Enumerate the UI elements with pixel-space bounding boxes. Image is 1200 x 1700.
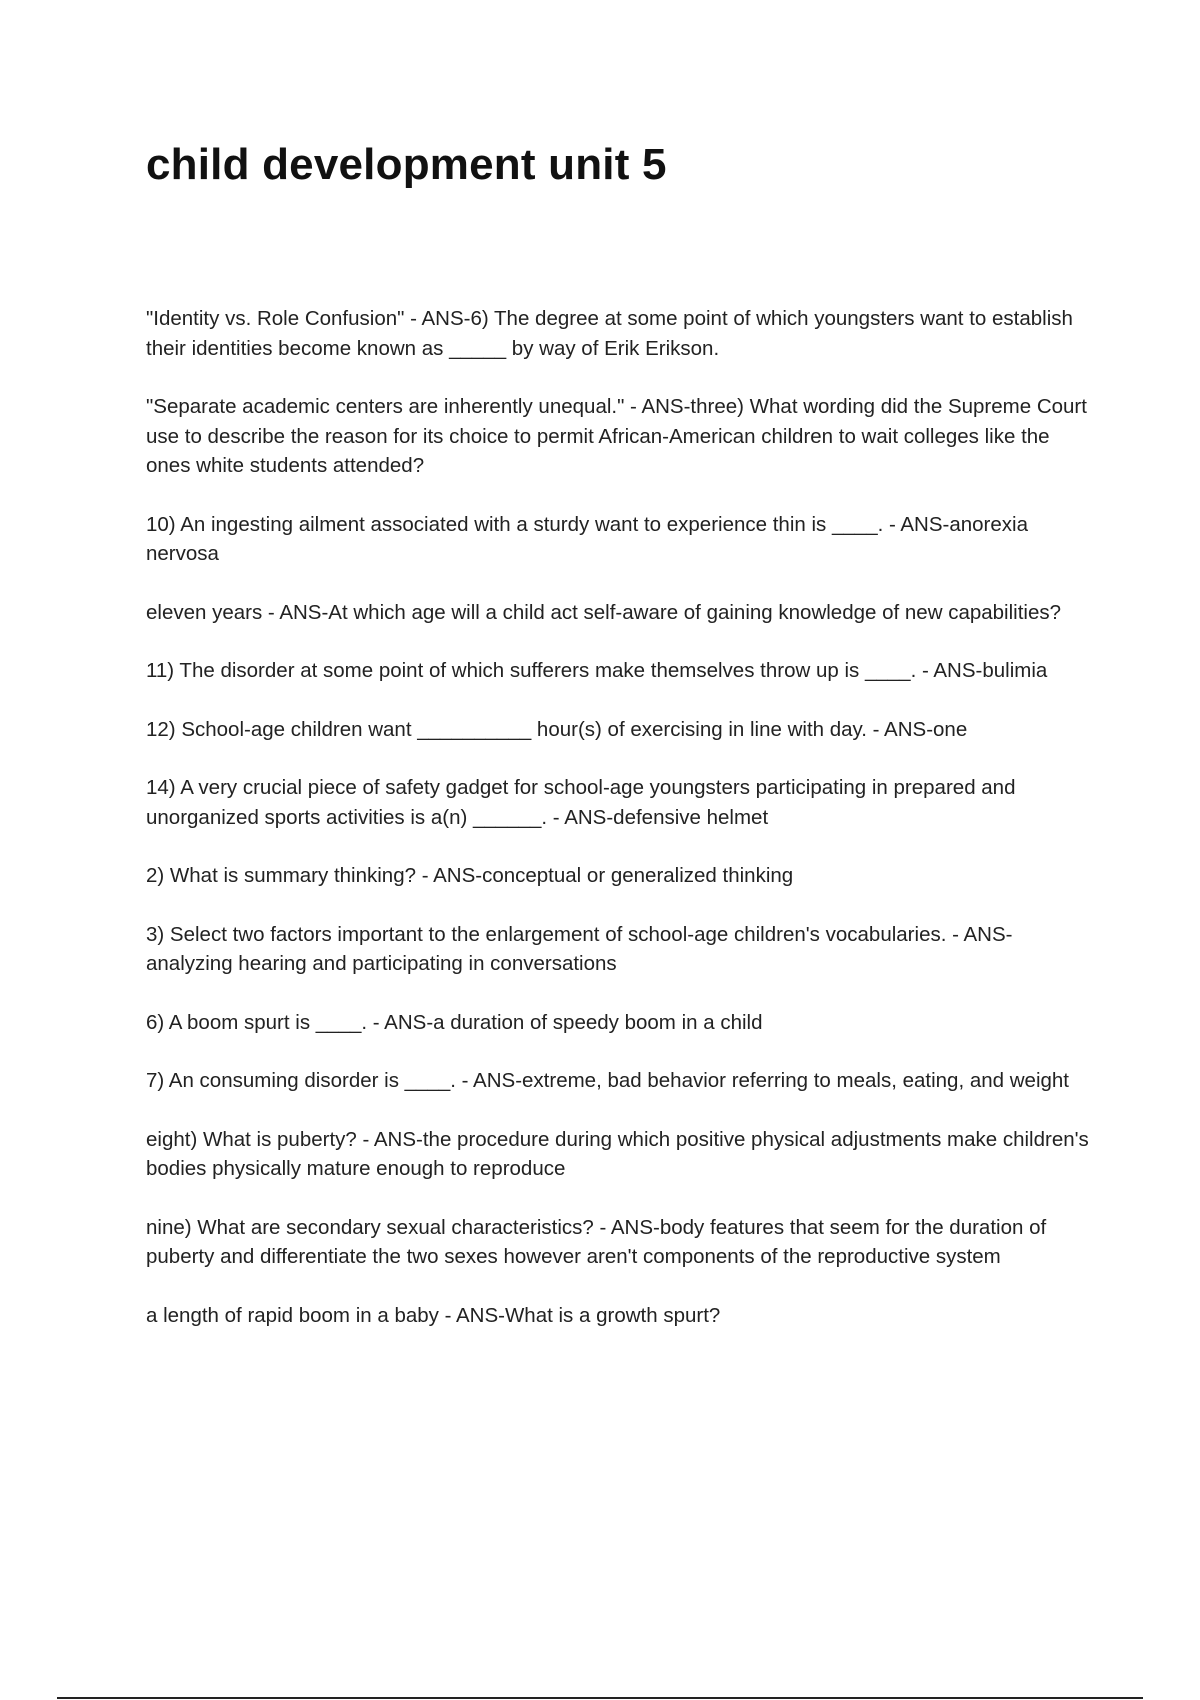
qa-item-5: 11) The disorder at some point of which sufferers make themselves throw up is ____. - ANS-bulimia: [146, 659, 1048, 682]
page-bottom-divider: [57, 1697, 1143, 1699]
qa-item-13: nine) What are secondary sexual characteristics? - ANS-body features that seem for the duration of puberty and differentiate the two sexes however aren't components of the reproductive system: [146, 1215, 1047, 1268]
qa-item-14: a length of rapid boom in a baby - ANS-What is a growth spurt?: [146, 1303, 721, 1327]
qa-item-2: "Separate academic centers are inherently unequal." - ANS-three) What wording did the Supreme Court use to describe the reason for its choice to permit African-American children to wait colleges like the ones white students attended?: [146, 395, 1087, 477]
qa-item-9: 3) Select two factors important to the enlargement of school-age children's vocabularies. - ANS-analyzing hearing and participating in conversations: [146, 922, 1013, 975]
qa-item-11: 7) An consuming disorder is ____. - ANS-extreme, bad behavior referring to meals, eating, and weight: [146, 1069, 1069, 1092]
qa-item-8: 2) What is summary thinking? - ANS-conceptual or generalized thinking: [146, 864, 794, 887]
qa-item-10: 6) A boom spurt is ____. - ANS-a duration of speedy boom in a child: [146, 1010, 763, 1034]
qa-item-12: eight) What is puberty? - ANS-the procedure during which positive physical adjustments make children's bodies physically mature enough to reproduce: [146, 1127, 1089, 1180]
page-title: child development unit 5: [146, 140, 667, 189]
qa-item-3: 10) An ingesting ailment associated with a sturdy want to experience thin is ____. - ANS-anorexia nervosa: [146, 512, 1028, 565]
qa-item-4: eleven years - ANS-At which age will a child act self-aware of gaining knowledge of new capabilities?: [146, 600, 1062, 624]
qa-item-1: "Identity vs. Role Confusion" - ANS-6) The degree at some point of which youngsters want to establish their identities become known as _____ by way of Erik Erikson.: [146, 307, 1073, 360]
qa-item-7: 14) A very crucial piece of safety gadget for school-age youngsters participating in prepared and unorganized sports activities is a(n) ______. - ANS-defensive helmet: [146, 776, 1016, 829]
qa-item-6: 12) School-age children want __________ hour(s) of exercising in line with day. - ANS-one: [146, 717, 968, 741]
qa-list: [146, 304, 1096, 1359]
